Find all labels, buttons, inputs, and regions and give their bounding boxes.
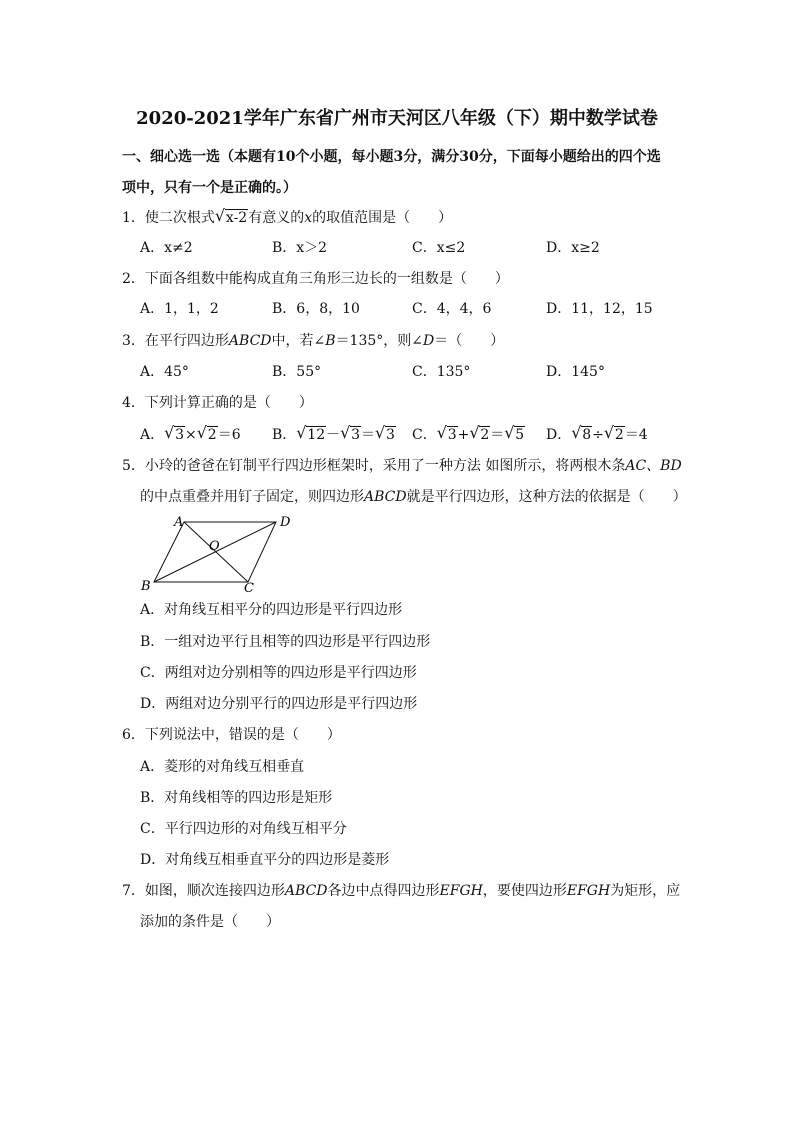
q5-option-a: A．对角线互相平分的四边形是平行四边形: [140, 602, 403, 618]
option-label: D．: [546, 427, 572, 443]
radicand: 3: [351, 427, 361, 443]
question-text: 就是平行四边形，这种方法的依据是（ ）: [406, 489, 687, 505]
question-1: [122, 208, 452, 228]
variable: EFGH: [566, 883, 611, 899]
radicand: 3: [386, 427, 395, 443]
question-text: 使二次根式: [144, 210, 215, 226]
parallelogram-figure: [136, 510, 306, 596]
variable: D: [423, 333, 435, 349]
q5-option-c: C．两组对边分别相等的四边形是平行四边形: [140, 665, 417, 681]
radicand: 12: [307, 427, 326, 443]
variable: x: [304, 210, 313, 226]
result: ＝4: [624, 427, 648, 443]
q4-option-b: [272, 425, 396, 445]
q1-option-d: D．x≥2: [546, 240, 600, 256]
q1-option-a: A．x≠2: [140, 240, 193, 256]
question-number: 1．: [122, 210, 145, 226]
sqrt-expression: [340, 425, 361, 445]
sqrt-expression: [571, 425, 592, 445]
sqrt-expression: [197, 425, 218, 445]
radical-sign-icon: √: [603, 423, 615, 442]
q5-option-b: B．一组对边平行且相等的四边形是平行四边形: [140, 634, 431, 650]
question-2: 2．下面各组数中能构成直角三角形三边长的一组数是（ ）: [122, 271, 509, 287]
center-label-o: O: [209, 539, 220, 554]
radicand: x-2: [225, 210, 248, 226]
sqrt-expression: [164, 425, 185, 445]
operator: ×: [185, 427, 197, 443]
question-text: 为矩形，应: [610, 883, 681, 899]
variable: EFGH: [439, 883, 483, 899]
q1-option-b: B．x＞2: [272, 240, 328, 256]
q6-option-c: C．平行四边形的对角线互相平分: [140, 821, 347, 837]
radicand: 2: [480, 427, 490, 443]
radicand: 5: [515, 427, 525, 443]
result: ＝6: [217, 427, 241, 443]
option-label: B．: [272, 427, 297, 443]
q3-option-d: D．145°: [546, 364, 605, 380]
q2-option-d: D．11，12，15: [546, 301, 653, 317]
q2-option-c: C．4，4，6: [412, 301, 492, 317]
question-text: 的取值范围是（ ）: [312, 210, 453, 226]
radical-sign-icon: √: [504, 423, 515, 442]
radical-sign-icon: √: [436, 423, 447, 442]
result: ＝: [490, 427, 505, 443]
sqrt-expression: [604, 425, 625, 445]
variable: ABCD: [284, 883, 328, 899]
operator: ÷: [592, 427, 604, 443]
vertex-label-a: A: [174, 515, 184, 530]
sqrt-expression: [375, 425, 396, 445]
radical-sign-icon: √: [164, 423, 175, 442]
variable: B: [325, 333, 336, 349]
q2-option-b: B．6，8，10: [272, 301, 360, 317]
question-3: [122, 331, 504, 351]
radical-sign-icon: √: [196, 423, 207, 442]
q4-option-d: [546, 425, 648, 445]
vertex-label-c: C: [244, 581, 254, 596]
vertex-label-b: B: [141, 579, 151, 594]
radical-sign-icon: √: [296, 423, 307, 442]
sqrt-expression: [469, 425, 490, 445]
question-text: 中，若∠: [271, 333, 326, 349]
q6-option-d: D．对角线互相垂直平分的四边形是菱形: [140, 852, 390, 868]
sqrt-expression: [437, 425, 458, 445]
question-text: 各边中点得四边形: [327, 883, 440, 899]
question-text: ，要使四边形: [482, 883, 567, 899]
question-text: 7．如图，顺次连接四边形: [122, 883, 285, 899]
result: ＝: [361, 427, 376, 443]
sqrt-expression: [296, 425, 326, 445]
q3-option-b: B．55°: [272, 364, 322, 380]
question-5-line1: [122, 456, 682, 476]
question-text: 有意义的: [248, 210, 305, 226]
operator: +: [457, 427, 470, 443]
q3-option-c: C．135°: [412, 364, 471, 380]
option-label: A．: [140, 427, 165, 443]
question-7-line1: [122, 881, 680, 901]
operator: －: [326, 427, 341, 443]
variable: ABCD: [228, 333, 272, 349]
radical-sign-icon: √: [214, 206, 226, 225]
page-title: 2020-2021学年广东省广州市天河区八年级（下）期中数学试卷: [136, 108, 658, 129]
sqrt-expression: [215, 208, 248, 228]
question-text: 3．在平行四边形: [122, 333, 229, 349]
q1-option-c: C．x≤2: [412, 240, 466, 256]
radical-sign-icon: √: [469, 423, 480, 442]
radical-sign-icon: √: [375, 423, 386, 442]
question-6: 6．下列说法中，错误的是（ ）: [122, 727, 341, 743]
q2-option-a: A．1，1，2: [140, 301, 219, 317]
question-text: 的中点重叠并用钉子固定，则四边形: [140, 489, 364, 505]
option-label: C．: [412, 427, 437, 443]
vertex-label-d: D: [280, 515, 291, 530]
q5-option-d: D．两组对边分别平行的四边形是平行四边形: [140, 696, 418, 712]
q6-option-b: B．对角线相等的四边形是矩形: [140, 790, 333, 806]
question-text: ＝135°，则∠: [335, 333, 424, 349]
radical-sign-icon: √: [571, 423, 582, 442]
q3-option-a: A．45°: [140, 364, 189, 380]
question-7-line2: 添加的条件是（ ）: [140, 914, 280, 930]
section-heading-line2: 项中，只有一个是正确的。）: [122, 180, 297, 196]
radical-sign-icon: √: [340, 423, 351, 442]
sqrt-expression: [504, 425, 525, 445]
question-text: 5．小玲的爸爸在钉制平行四边形框架时，采用了一种方法 如图所示，将两根木条: [122, 458, 626, 474]
q4-option-c: [412, 425, 525, 445]
variable: AC、BD: [625, 458, 682, 474]
radicand: 3: [175, 427, 185, 443]
q4-option-a: [140, 425, 241, 445]
variable: ABCD: [364, 489, 407, 505]
question-4: 4．下列计算正确的是（ ）: [122, 395, 313, 411]
radicand: 3: [447, 427, 457, 443]
radicand: 2: [207, 427, 217, 443]
question-5-line2: [140, 487, 687, 507]
radicand: 8: [582, 427, 592, 443]
radicand: 2: [614, 427, 624, 443]
question-text: ＝（ ）: [434, 333, 505, 349]
section-heading-line1: 一、细心选一选（本题有10个小题，每小题3分，满分30分，下面每小题给出的四个选: [122, 149, 661, 165]
q6-option-a: A．菱形的对角线互相垂直: [140, 759, 305, 775]
